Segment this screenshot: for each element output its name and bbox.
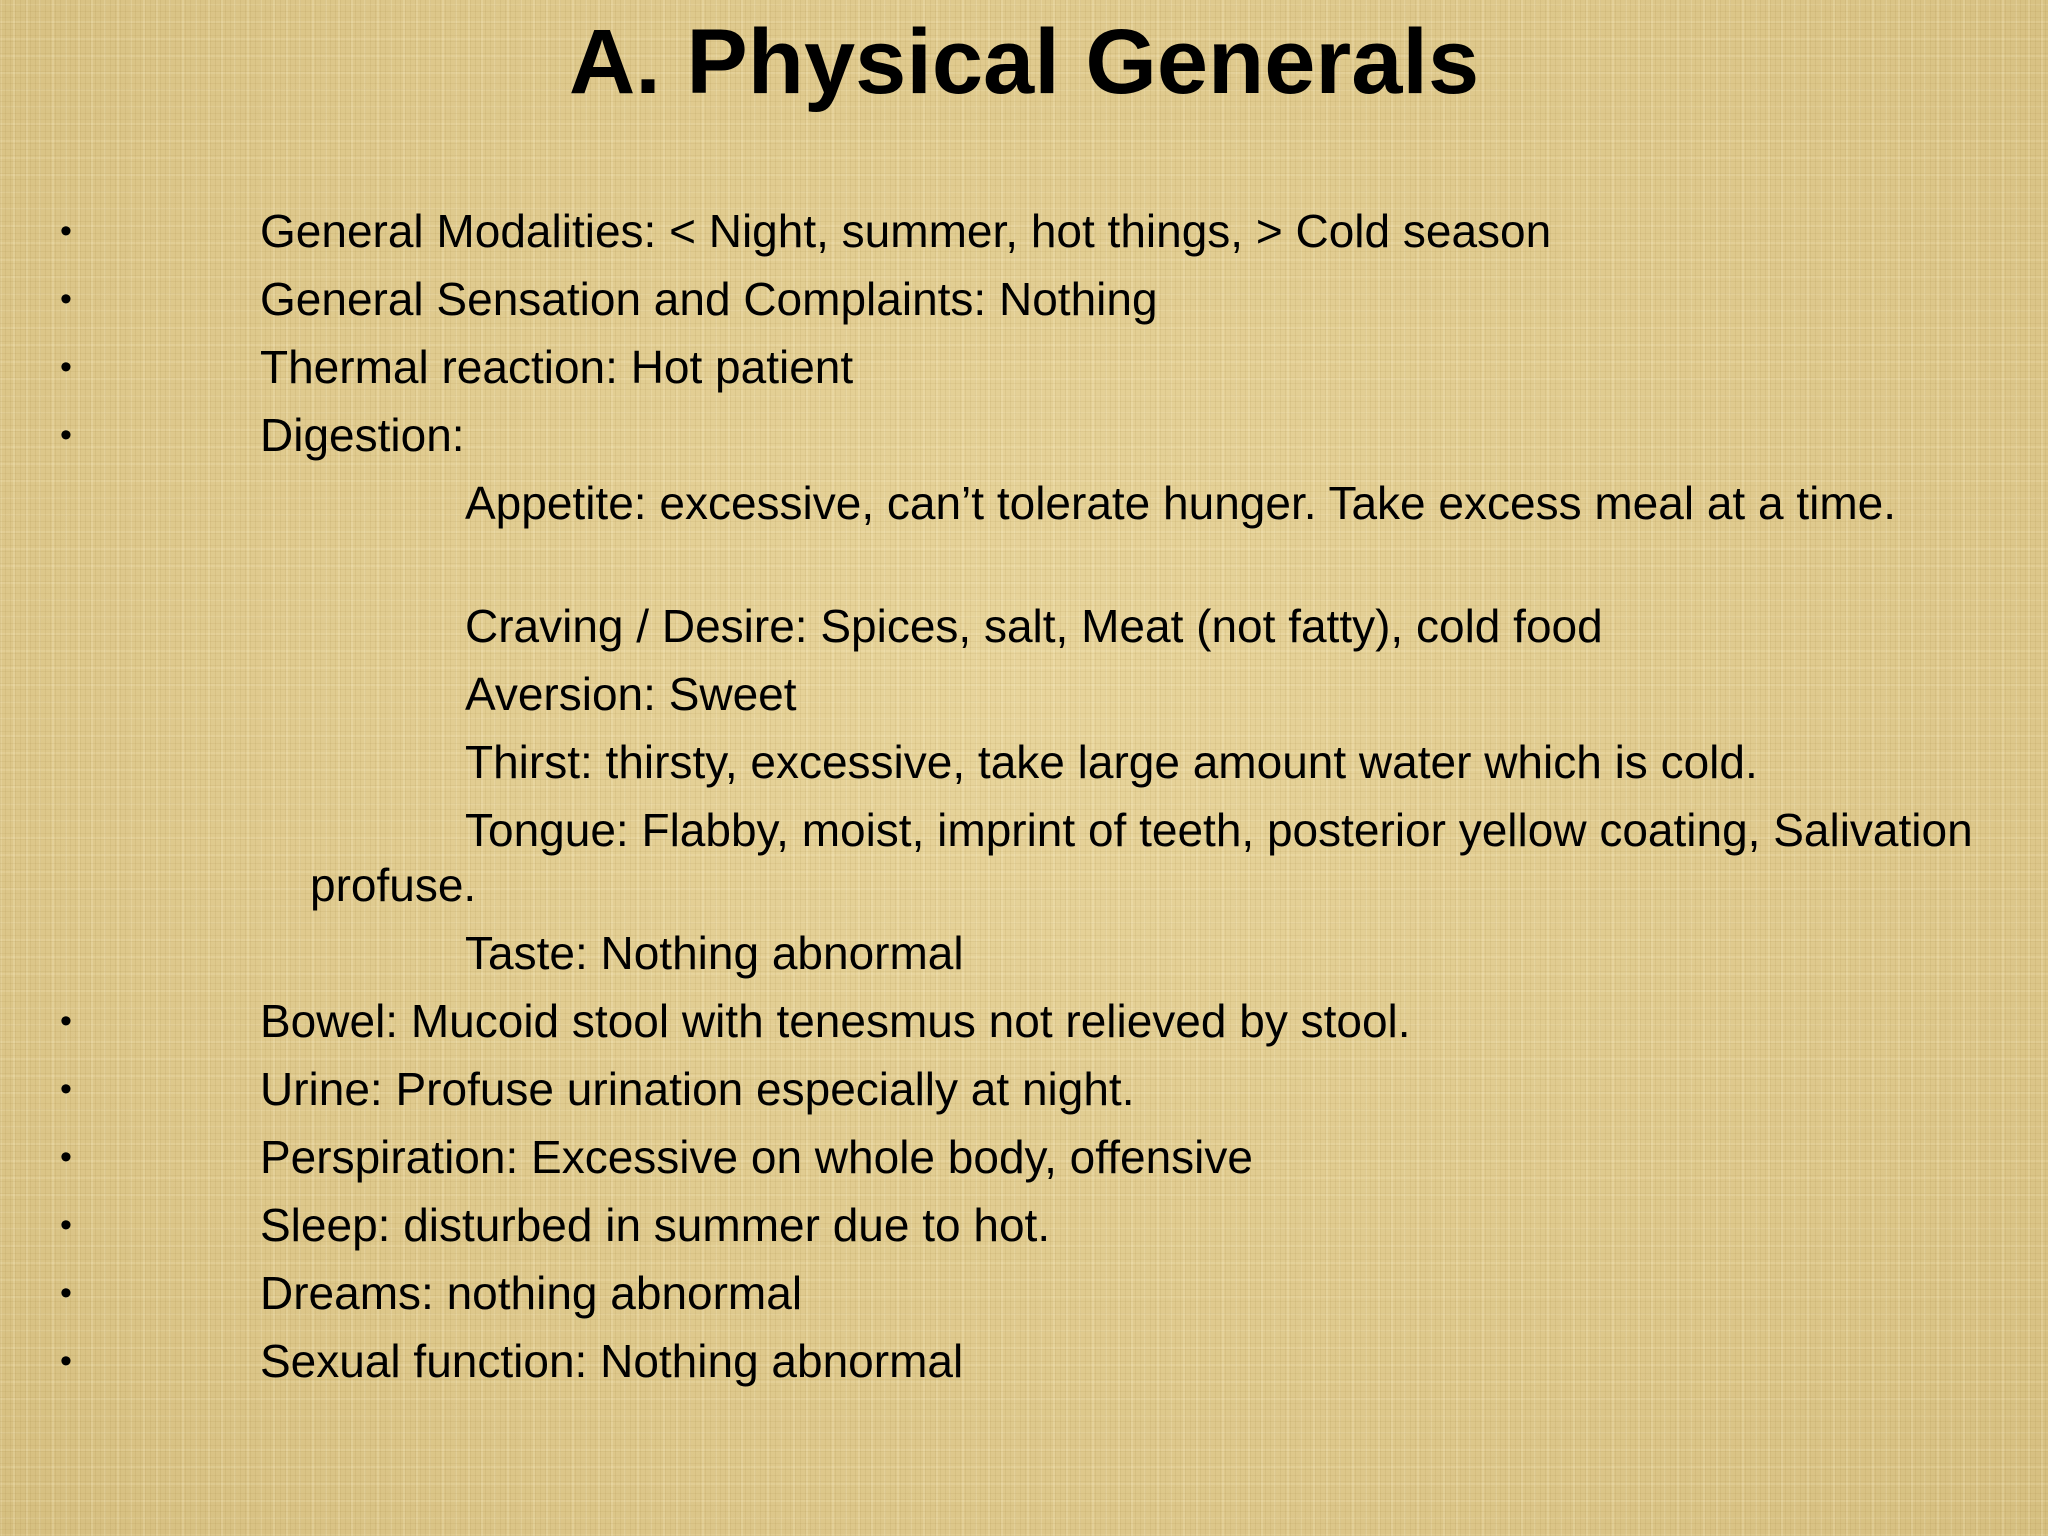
list-item-text: General Modalities: < Night, summer, hot things, > Cold season <box>260 205 1552 257</box>
list-item-dreams <box>0 1266 2048 1334</box>
bullet-icon: • <box>60 1002 72 1040</box>
bullet-icon: • <box>60 1206 72 1244</box>
bullet-icon: • <box>60 1342 72 1380</box>
slide-title: A. Physical Generals <box>568 11 1480 113</box>
sub-item-aversion: Aversion: Sweet <box>465 668 797 720</box>
list-item-text: Sexual function: Nothing abnormal <box>260 1335 964 1387</box>
bullet-icon: • <box>60 348 72 386</box>
sub-item-tongue: Tongue: Flabby, moist, imprint of teeth, posterior yellow coating, Salivation profuse. <box>310 804 1973 911</box>
list-item-text: Dreams: nothing abnormal <box>260 1267 803 1319</box>
physical-generals-list <box>0 204 2048 1536</box>
list-item-text: Sleep: disturbed in summer due to hot. <box>260 1199 1051 1251</box>
bullet-icon: • <box>60 416 72 454</box>
list-item-sleep <box>0 1198 2048 1266</box>
sub-item-craving: Craving / Desire: Spices, salt, Meat (not fatty), cold food <box>465 600 1603 652</box>
list-item-digestion <box>0 408 2048 476</box>
list-item-text: General Sensation and Complaints: Nothing <box>260 273 1158 325</box>
sub-item-thirst: Thirst: thirsty, excessive, take large amount water which is cold. <box>465 736 1758 788</box>
list-item-text: Urine: Profuse urination especially at night. <box>260 1063 1135 1115</box>
list-item-general-modalities <box>0 204 2048 272</box>
list-item-text: Bowel: Mucoid stool with tenesmus not relieved by stool. <box>260 995 1411 1047</box>
list-item-bowel <box>0 994 2048 1062</box>
bullet-icon: • <box>60 212 72 250</box>
sub-item-appetite: Appetite: excessive, can’t tolerate hunger. Take excess meal at a time. <box>465 477 1897 529</box>
list-item-text: Digestion: <box>260 409 465 461</box>
sub-item-taste: Taste: Nothing abnormal <box>465 927 964 979</box>
list-item-thermal-reaction <box>0 340 2048 408</box>
list-item-general-sensation <box>0 272 2048 340</box>
bullet-icon: • <box>60 1138 72 1176</box>
list-item-perspiration <box>0 1130 2048 1198</box>
bullet-icon: • <box>60 280 72 318</box>
bullet-icon: • <box>60 1070 72 1108</box>
list-item-text: Thermal reaction: Hot patient <box>260 341 854 393</box>
list-item-urine <box>0 1062 2048 1130</box>
bullet-icon: • <box>60 1274 72 1312</box>
list-item-text: Perspiration: Excessive on whole body, offensive <box>260 1131 1253 1183</box>
list-item-sexual-function <box>0 1334 2048 1402</box>
